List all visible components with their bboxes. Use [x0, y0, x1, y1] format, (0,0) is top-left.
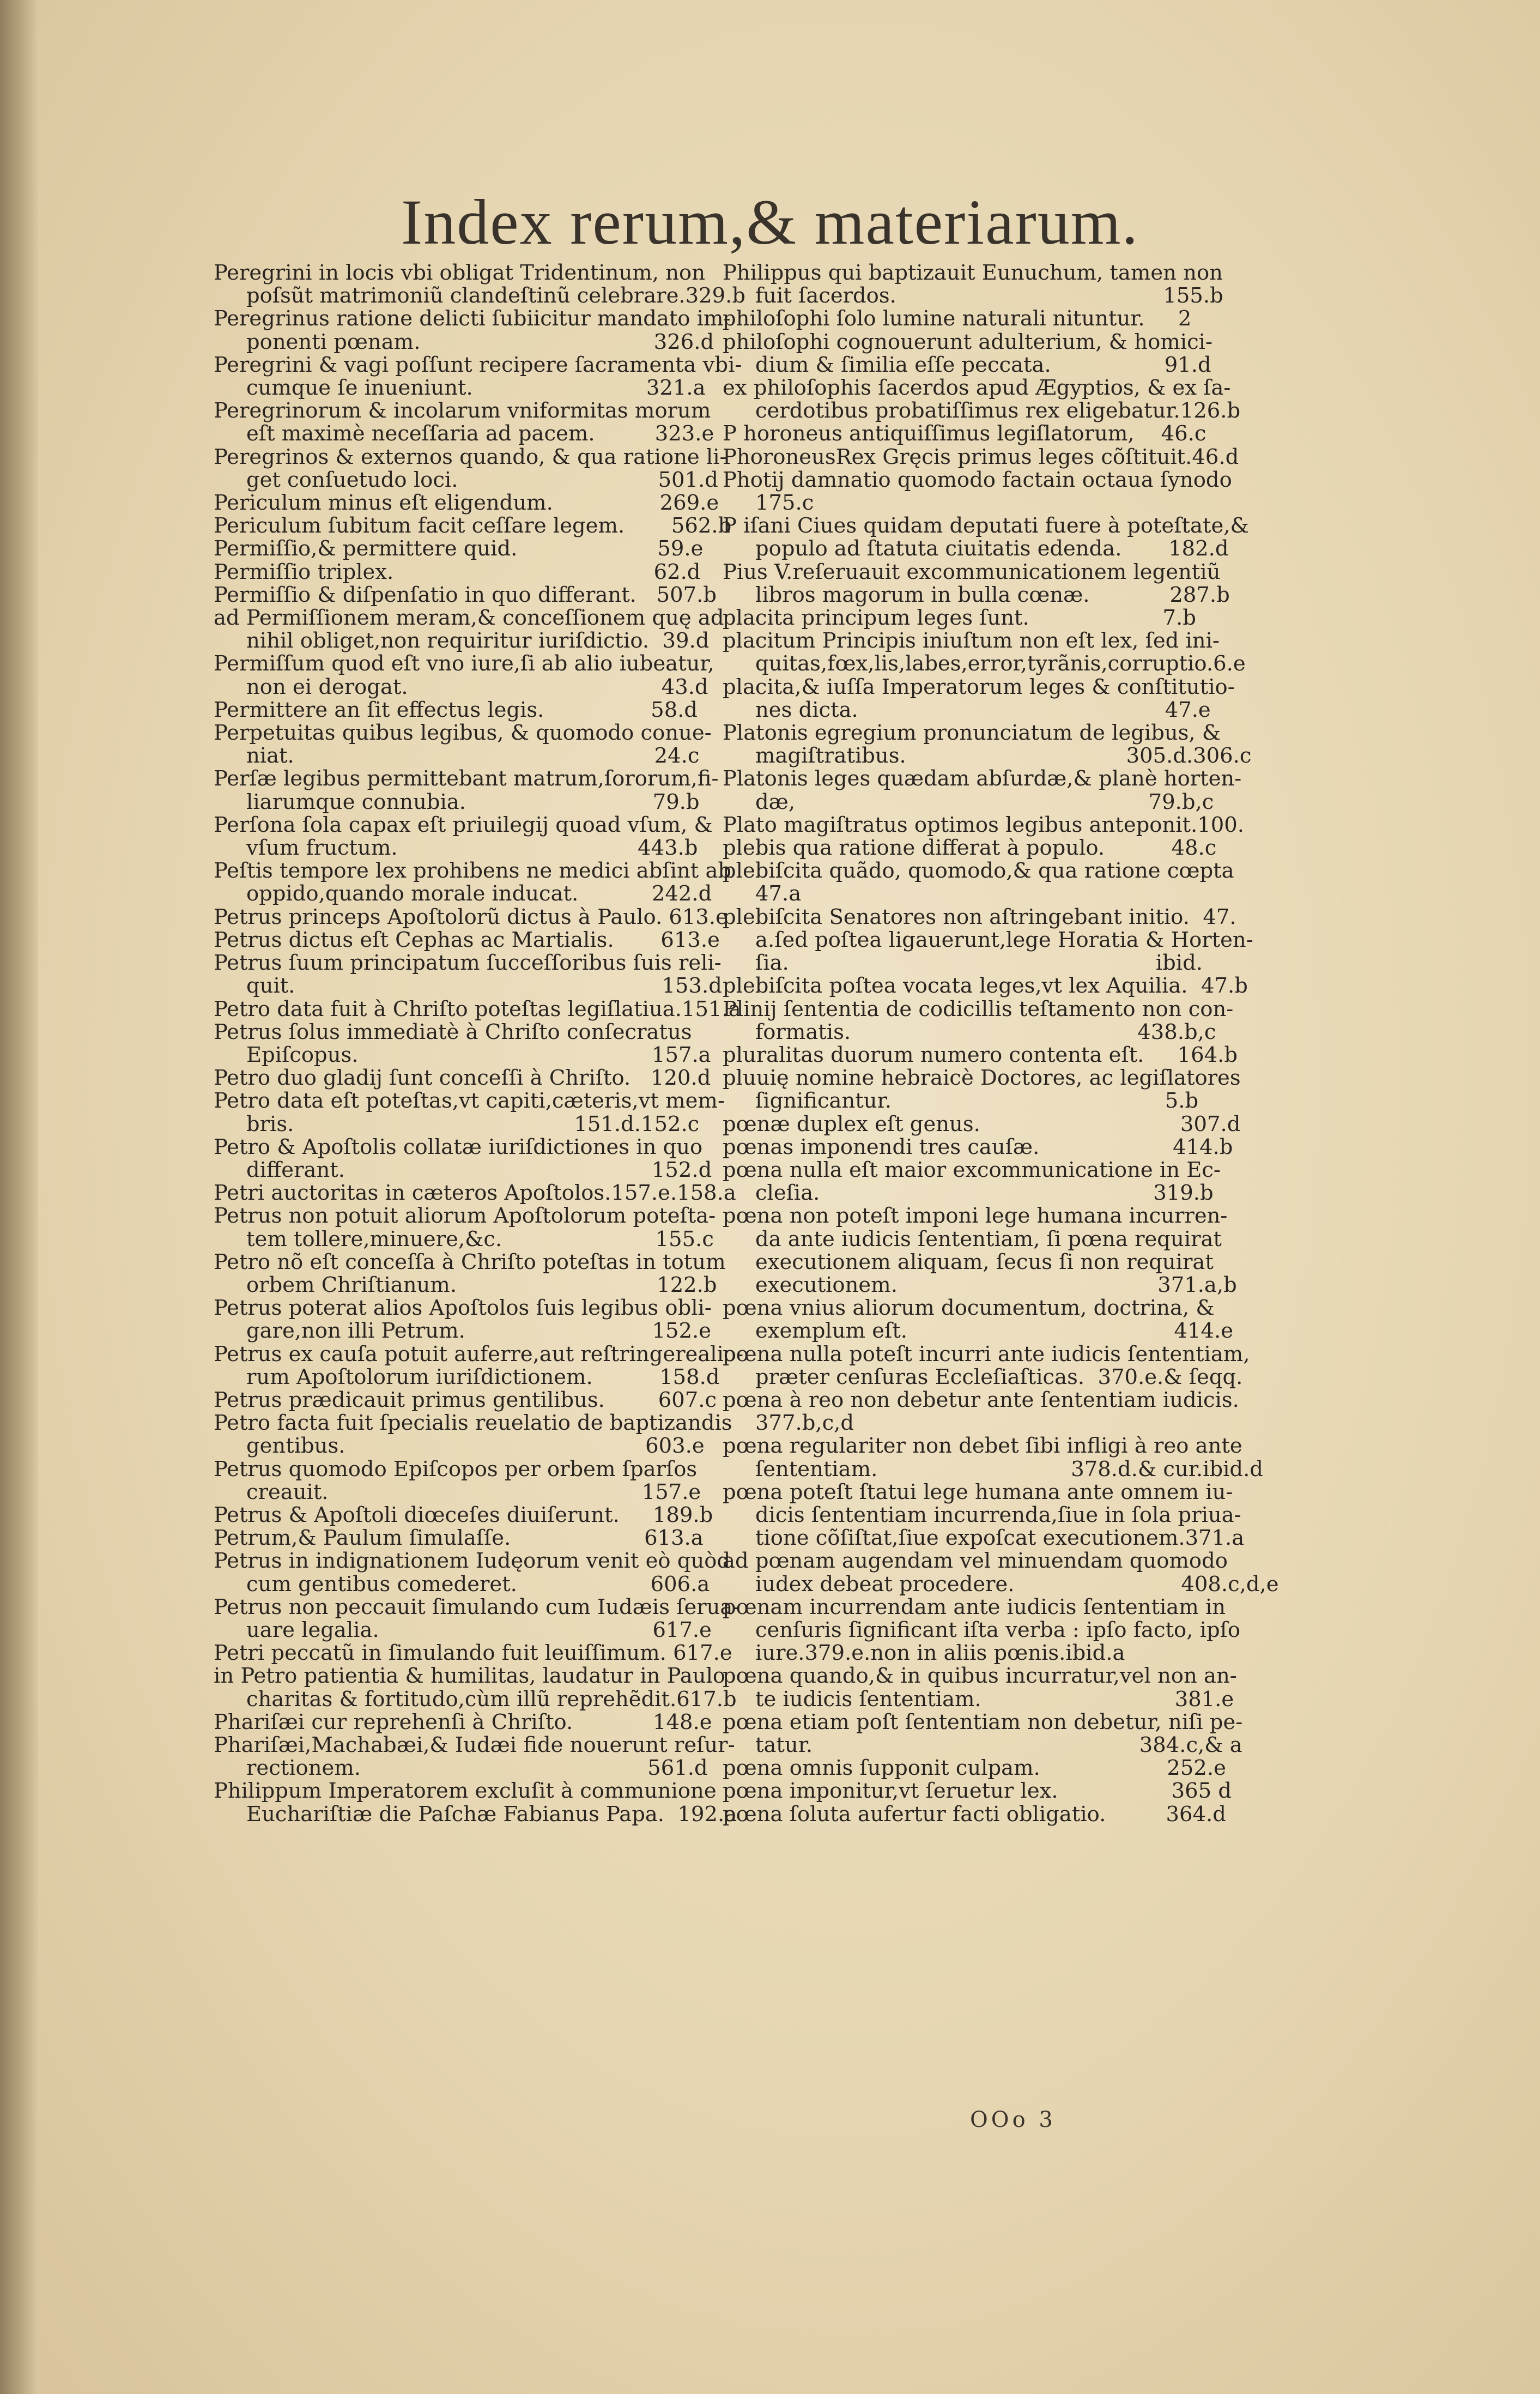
index-entry-line: rum Apoſtolorum iuriſdictionem. 158.d [246, 1364, 720, 1389]
index-entry [723, 1136, 1382, 1159]
index-entry-line: ſignificantur. 5.b [755, 1089, 1199, 1114]
index-entry-line: pœna imponitur,vt ſeruetur lex. 365 d [723, 1779, 1232, 1804]
index-entry-line: in Petro patientia & humilitas, laudatur in Paulo [214, 1664, 726, 1689]
index-entry-line: Periculum ſubitum facit ceſſare legem. 562.b [214, 513, 732, 539]
index-entry-line: gentibus. 603.e [246, 1434, 705, 1459]
index-entry-line: 377.b,c,d [755, 1411, 854, 1436]
index-entry-line: quitas,fœx,lis,labes,error,tyrãnis,corruptio.6.e [755, 651, 1246, 676]
index-entry [723, 837, 1382, 860]
index-entry-line: rectionem. 561.d [246, 1756, 708, 1781]
index-entry-line: Petrus prædicauit primus gentilibus. 607.c [214, 1387, 717, 1412]
index-entry-line: ſia. ibid. [755, 951, 1203, 976]
index-entry-line: ad Permiſſionem meram,& conceſſionem quę ad [214, 606, 724, 631]
binding-gutter [0, 0, 38, 2394]
index-entry [723, 1389, 1382, 1435]
index-entry-line: dæ, 79.b,c [755, 789, 1214, 814]
index-entry-line: Peregrinos & externos quando, & qua ratione li- [214, 444, 727, 469]
index-entry-line: cerdotibus probatiſſimus rex eligebatur.126.b [755, 398, 1241, 424]
index-entry-line: pœna nulla eſt maior excommunicatione in Ec- [723, 1157, 1221, 1182]
index-entry-line: 175.c [755, 491, 814, 516]
index-entry-line: pœna regulariter non debet ſibi infligi à reo ante [723, 1434, 1242, 1459]
index-entry-line: niat. 24.c [246, 743, 700, 769]
index-entry-line: Peregrinorum & incolarum vniformitas morum [214, 398, 711, 424]
index-entry-line: pœna à reo non debetur ante ſententiam iudicis. [723, 1387, 1239, 1412]
index-entry [723, 860, 1382, 905]
index-entry-line: Photij damnatio quomodo factain octaua ſynodo [723, 467, 1232, 492]
index-entry-line: ſententiam. 378.d.& cur.ibid.d [755, 1456, 1263, 1482]
index-entry-line: pœna vnius aliorum documentum, doctrina, & [723, 1296, 1215, 1321]
index-entry [723, 676, 1382, 722]
index-entry [723, 1780, 1382, 1803]
index-entry-line: tatur. 384.c,& a [755, 1733, 1242, 1757]
index-entry-line: Petrus poterat alios Apoſtolos ſuis legibus obli- [214, 1296, 712, 1321]
index-entry-line: pœna ſoluta aufertur facti obligatio. 364.d [723, 1801, 1226, 1827]
index-entry-line: Permiſſio & diſpenſatio in quo differant. 507.b [214, 582, 717, 607]
index-entry [723, 1665, 1382, 1710]
index-entry-line: plebiſcita quãdo, quomodo,& qua ratione cœpta [723, 859, 1234, 884]
index-entry-line: quit. 153.d [246, 974, 722, 999]
index-entry [723, 331, 1382, 377]
index-entry [723, 722, 1382, 767]
index-entry [723, 1711, 1382, 1757]
index-entry-line: pœna nulla poteſt incurri ante iudicis ſententiam, [723, 1341, 1250, 1367]
index-entry [723, 561, 1382, 607]
index-entry-line: Platonis leges quædam abſurdæ,& planè horten- [723, 766, 1242, 791]
index-entry-line: Euchariſtiæ die Paſchæ Fabianus Papa. 192.a [246, 1801, 737, 1827]
index-entry-line: Petro nõ eſt conceſſa à Chriſto poteſtas in totum [214, 1249, 726, 1274]
index-entry [723, 767, 1382, 813]
index-entry-line: ponenti pœnam. 326.d [246, 329, 714, 354]
index-entry-line: P horoneus antiquiſſimus legiſlatorum, 46.c [723, 421, 1206, 446]
index-entry-line: præter cenſuras Eccleſiaſticas. 370.e.& ſeqq. [755, 1364, 1243, 1389]
index-entry-line: Periculum minus eſt eligendum. 269.e [214, 491, 719, 516]
index-entry [723, 1435, 1382, 1480]
index-entry-line: Petrus princeps Apoſtolorũ dictus à Paulo. 613.e [214, 904, 728, 929]
index-entry-line: Platonis egregium pronunciatum de legibus, & [723, 721, 1221, 746]
index-entry [723, 1044, 1382, 1067]
index-entry [723, 307, 1382, 330]
index-entry-line: bris. 151.d.152.c [246, 1111, 700, 1136]
index-entry-line: cleſia. 319.b [755, 1181, 1214, 1206]
index-entry-line: liarumque connubia. 79.b [246, 789, 700, 814]
index-entry-line: creauit. 157.e [246, 1479, 701, 1504]
index-entry-line: PhoroneusRex Gręcis primus leges cõſtituit.46.d [723, 444, 1239, 469]
index-entry-line: tione cõſiſtat,ſiue expoſcat executionem.371.a [755, 1526, 1245, 1551]
index-entry-line: Pius V.reſeruauit excommunicationem legentiũ [723, 559, 1221, 584]
index-entry-line: poſsũt matrimoniũ clandeſtinũ celebrare.329.b [246, 283, 745, 309]
index-entry-line: oppido,quando morale inducat. 242.d [246, 881, 712, 906]
index-entry [723, 607, 1382, 630]
index-entry-line: magiſtratibus. 305.d.306.c [755, 743, 1252, 769]
index-entry [723, 262, 1382, 307]
index-entry-line: Petro data eſt poteſtas,vt capiti,cæteris,vt mem- [214, 1089, 725, 1114]
index-entry-line: formatis. 438.b,c [755, 1019, 1216, 1044]
index-entry-line: orbem Chriſtianum. 122.b [246, 1272, 717, 1297]
index-entry-line: pœnas imponendi tres cauſæ. 414.b [723, 1134, 1233, 1159]
index-entry-line: get conſuetudo loci. 501.d [246, 467, 718, 492]
index-entry-line: Plato magiſtratus optimos legibus anteponit.100. [723, 812, 1244, 837]
index-entry-line: cumque ſe inueniunt. 321.a [246, 376, 706, 401]
index-entry-line: Peregrini in locis vbi obligat Tridentinum, non [214, 261, 706, 285]
index-entry [723, 1757, 1382, 1780]
index-entry-line: gare,non illi Petrum. 152.e [246, 1319, 712, 1344]
index-entry-line: differant. 152.d [246, 1157, 712, 1182]
index-entry-line: executionem. 371.a,b [755, 1272, 1237, 1297]
index-entry-line: Epiſcopus. 157.a [246, 1042, 711, 1067]
index-entry-line: Peregrini & vagi poſſunt recipere ſacramenta vbi- [214, 352, 742, 377]
index-entry-line: Petrus ſolus immediatè à Chriſto conſecratus [214, 1019, 692, 1044]
index-entry-line: Petrus non peccauit ſimulando cum Iudæis ſerua- [214, 1594, 740, 1619]
index-entry-line: pœna omnis ſupponit culpam. 252.e [723, 1756, 1226, 1781]
index-entry-line: Petrus ex cauſa potuit auferre,aut reſtringerealio- [214, 1341, 744, 1367]
index-entry-line: ad pœnam augendam vel minuendam quomodo [723, 1549, 1228, 1574]
index-entry [723, 377, 1382, 422]
index-entry-line: vſum fructum. 443.b [246, 836, 698, 861]
index-entry-line: 47.a [755, 881, 802, 906]
signature-mark: OOo 3 [970, 2107, 1056, 2132]
index-entry-line: philoſophi cognouerunt adulterium, & homici- [723, 329, 1212, 354]
index-entry-line: P iſani Ciues quidam deputati fuere à poteſtate,& [723, 513, 1249, 539]
index-entry-line: Petro facta fuit ſpecialis reuelatio de baptizandis [214, 1411, 732, 1436]
index-entry-line: Petrus quomodo Epiſcopos per orbem ſparſos [214, 1456, 698, 1482]
index-entry-line: Permiſſum quod eſt vno iure,ſi ab alio iubeatur, [214, 651, 714, 676]
index-entry [723, 1297, 1382, 1343]
index-entry-line: Petro & Apoſtolis collatæ iuriſdictiones in quo [214, 1134, 703, 1159]
index-column-right [723, 262, 1382, 1826]
index-entry-line: Petrus ſuum principatum ſucceſſoribus ſuis reli- [214, 951, 722, 976]
index-entry-line: dicis ſententiam incurrenda,ſiue in ſola priua- [755, 1502, 1241, 1527]
index-entry-line: Philippum Imperatorem excluſit à communione [214, 1779, 717, 1804]
index-entry-line: fuit ſacerdos. 155.b [755, 283, 1223, 309]
index-entry-line: a.ſed poſtea ligauerunt,lege Horatia & Horten- [755, 927, 1253, 952]
index-entry [723, 998, 1382, 1044]
index-entry [723, 446, 1382, 469]
index-entry-line: Petrum,& Paulum ſimulaſſe. 613.a [214, 1526, 704, 1551]
index-entry-line: Peregrinus ratione delicti ſubiicitur mandato im- [214, 306, 731, 331]
index-entry-line: iure.379.e.non in aliis pœnis.ibid.a [755, 1641, 1125, 1666]
index-entry [723, 1596, 1382, 1665]
index-entry-line: placitum Principis iniuſtum non eſt lex, ſed ini- [723, 628, 1220, 654]
index-entry [723, 1481, 1382, 1550]
index-entry-line: plebiſcita poſtea vocata leges,vt lex Aquilia. 47.b [723, 974, 1248, 999]
index-entry-line: Philippus qui baptizauit Eunuchum, tamen non [723, 261, 1223, 285]
index-entry [723, 975, 1382, 998]
index-entry-line: Petrus non potuit aliorum Apoſtolorum poteſta- [214, 1204, 716, 1229]
index-entry-line: plebiſcita Senatores non aſtringebant initio. 47. [723, 904, 1236, 929]
index-entry-line: Petrus & Apoſtoli diœceſes diuiſerunt. 189.b [214, 1502, 713, 1527]
index-entry-line: iudex debeat procedere. 408.c,d,e [755, 1571, 1279, 1597]
index-entry-line: Perſæ legibus permittebant matrum,ſororum,fi- [214, 766, 719, 791]
index-entry-line: Plinij ſententia de codicillis teſtamento non con- [723, 996, 1234, 1021]
index-entry-line: Perpetuitas quibus legibus, & quomodo conue- [214, 721, 712, 746]
index-entry-line: pluralitas duorum numero contenta eſt. 164.b [723, 1042, 1238, 1067]
index-entry-line: charitas & fortitudo,cùm illũ reprehẽdit.617.b [246, 1686, 737, 1712]
index-entry-line: populo ad ſtatuta ciuitatis edenda. 182.d [755, 536, 1229, 561]
index-entry-line: nihil obliget,non requiritur iuriſdictio. 39.d [246, 628, 710, 654]
page-title: Index rerum,& materiarum. [401, 186, 1139, 258]
index-entry-line: pœnæ duplex eſt genus. 307.d [723, 1111, 1241, 1136]
index-entry-line: pœna quando,& in quibus incurratur,vel non an- [723, 1664, 1237, 1689]
index-entry-line: Petro data fuit à Chriſto poteſtas legiſlatiua.151.a [214, 996, 741, 1021]
index-entry-line: nes dicta. 47.e [755, 697, 1211, 722]
index-entry-line: eſt maximè neceſſaria ad pacem. 323.e [246, 421, 714, 446]
index-entry [723, 1343, 1382, 1389]
index-entry-line: Permiſſio,& permittere quid. 59.e [214, 536, 704, 561]
index-entry-line: uare legalia. 617.e [246, 1617, 712, 1642]
index-entry-line: Petrus in indignationem Iudęorum venit eò quòd [214, 1549, 731, 1574]
index-entry-line: placita,& iuſſa Imperatorum leges & conſtitutio- [723, 674, 1235, 699]
index-entry-line: placita principum leges ſunt. 7.b [723, 606, 1196, 631]
index-entry [723, 1803, 1382, 1826]
index-entry [723, 1205, 1382, 1297]
index-entry-line: Petrus dictus eſt Cephas ac Martialis. 613.e [214, 927, 720, 952]
index-entry [723, 1550, 1382, 1595]
index-entry-line: ex philoſophis ſacerdos apud Ægyptios, & ex ſa- [723, 376, 1231, 401]
index-entry-line: pœna etiam poſt ſententiam non debetur, niſi pe- [723, 1709, 1243, 1734]
index-entry-line: Perſona ſola capax eſt priuilegij quoad vſum, & [214, 812, 713, 837]
index-entry-line: plebis qua ratione differat à populo. 48.c [723, 836, 1217, 861]
index-entry-line: philoſophi ſolo lumine naturali nituntur. 2 [723, 306, 1192, 331]
index-entry [723, 1067, 1382, 1113]
index-entry-line: exemplum eſt. 414.e [755, 1319, 1234, 1344]
index-entry-line: te iudicis ſententiam. 381.e [755, 1686, 1234, 1712]
index-entry [723, 814, 1382, 837]
index-entry-line: pœna non poteſt imponi lege humana incurren- [723, 1204, 1228, 1229]
index-entry-line: cenſuris ſignificant iſta verba : ipſo facto, ipſo [755, 1617, 1241, 1642]
index-entry-line: Permiſſio triplex. 62.d [214, 559, 701, 584]
index-entry-line: Petro duo gladij ſunt conceſſi à Chriſto. 120.d [214, 1066, 711, 1091]
index-entry [723, 515, 1382, 560]
index-entry-line: Petri peccatũ in ſimulando fuit leuiſſimum. 617.e [214, 1641, 732, 1666]
index-entry-line: executionem aliquam, ſecus ſi non requirat [755, 1249, 1214, 1274]
index-entry-line: libros magorum in bulla cœnæ. 287.b [755, 582, 1230, 607]
index-entry [723, 422, 1382, 445]
index-entry-line: dium & ſimilia eſſe peccata. 91.d [755, 352, 1211, 377]
index-entry-line: tem tollere,minuere,&c. 155.c [246, 1226, 714, 1252]
index-entry [723, 630, 1382, 675]
index-entry-line: non ei derogat. 43.d [246, 674, 708, 699]
index-entry-line: pluuię nomine hebraicè Doctores, ac legiſlatores [723, 1066, 1241, 1091]
index-entry-line: Phariſæi,Machabæi,& Iudæi fide nouerunt reſur- [214, 1733, 735, 1757]
index-entry-line: cum gentibus comederet. 606.a [246, 1571, 710, 1597]
index-entry [723, 1113, 1382, 1136]
index-entry-line: Permittere an ſit effectus legis. 58.d [214, 697, 698, 722]
index-entry-line: Petri auctoritas in cæteros Apoſtolos.157.e.158.a [214, 1181, 736, 1206]
index-entry [723, 469, 1382, 515]
index-entry [723, 906, 1382, 975]
index-entry-line: da ante iudicis ſententiam, ſi pœna requirat [755, 1226, 1222, 1252]
index-entry-line: Phariſæi cur reprehenſi à Chriſto. 148.e [214, 1709, 712, 1734]
index-entry-line: pœnam incurrendam ante iudicis ſententiam in [723, 1594, 1226, 1619]
index-entry-line: pœna poteſt ſtatui lege humana ante omnem iu- [723, 1479, 1233, 1504]
index-entry-line: Peſtis tempore lex prohibens ne medici abſint ab [214, 859, 732, 884]
index-entry [723, 1159, 1382, 1205]
